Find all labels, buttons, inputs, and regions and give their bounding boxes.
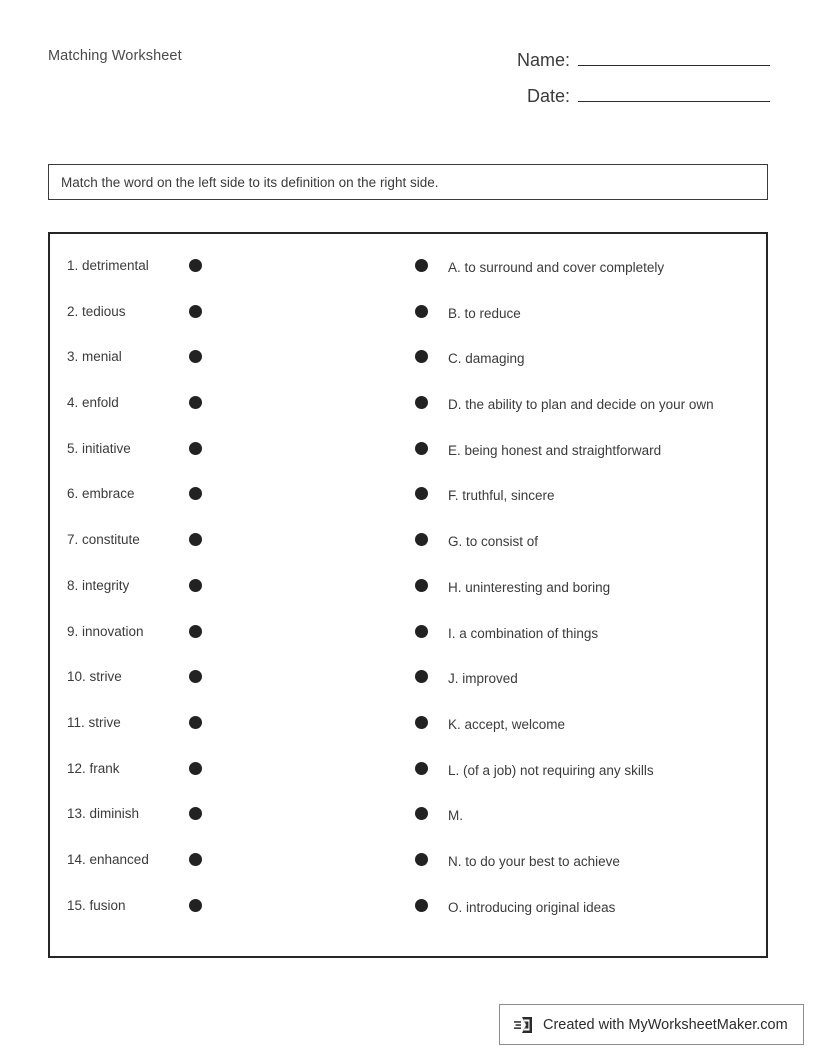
- definition-row: [400, 440, 766, 486]
- word-label: 11. strive: [67, 714, 121, 730]
- definition-row: [400, 531, 766, 577]
- word-match-dot[interactable]: [189, 670, 202, 683]
- worksheet-maker-logo-icon: [513, 1014, 535, 1036]
- footer-badge[interactable]: [499, 1004, 804, 1045]
- matching-panel: [48, 232, 768, 958]
- word-match-dot[interactable]: [189, 396, 202, 409]
- student-info-block: [440, 48, 770, 120]
- word-match-dot[interactable]: [189, 487, 202, 500]
- word-match-dot[interactable]: [189, 305, 202, 318]
- definition-row: [400, 394, 766, 440]
- word-match-dot[interactable]: [189, 625, 202, 638]
- word-row: [50, 714, 400, 760]
- definition-match-dot[interactable]: [415, 305, 428, 318]
- word-label: 8. integrity: [67, 577, 130, 593]
- instructions-text: Match the word on the left side to its definition on the right side.: [61, 174, 439, 190]
- word-match-dot[interactable]: [189, 899, 202, 912]
- definition-label: E. being honest and straightforward: [448, 442, 662, 458]
- definition-label: D. the ability to plan and decide on your own: [448, 397, 714, 413]
- word-row: [50, 805, 400, 851]
- definition-label: L. (of a job) not requiring any skills: [448, 762, 654, 778]
- word-row: [50, 440, 400, 486]
- definition-row: [400, 577, 766, 623]
- word-match-dot[interactable]: [189, 350, 202, 363]
- definition-match-dot[interactable]: [415, 259, 428, 272]
- definition-label: K. accept, welcome: [448, 716, 566, 732]
- word-match-dot[interactable]: [189, 762, 202, 775]
- word-label: 4. enfold: [67, 395, 119, 411]
- word-row: [50, 760, 400, 806]
- matching-columns: [50, 234, 766, 942]
- word-match-dot[interactable]: [189, 807, 202, 820]
- word-label: 14. enhanced: [67, 851, 149, 867]
- word-row: [50, 257, 400, 303]
- definition-label: M.: [448, 808, 463, 824]
- word-row: [50, 485, 400, 531]
- definition-label: B. to reduce: [448, 305, 521, 321]
- definition-row: [400, 760, 766, 806]
- name-write-in-line[interactable]: [578, 48, 770, 66]
- definition-match-dot[interactable]: [415, 533, 428, 546]
- definition-match-dot[interactable]: [415, 487, 428, 500]
- word-label: 7. constitute: [67, 532, 140, 548]
- definition-label: H. uninteresting and boring: [448, 579, 611, 595]
- word-label: 12. frank: [67, 760, 120, 776]
- word-label: 5. initiative: [67, 440, 131, 456]
- word-label: 6. embrace: [67, 486, 135, 502]
- definition-label: O. introducing original ideas: [448, 899, 616, 915]
- word-row: [50, 348, 400, 394]
- definition-match-dot[interactable]: [415, 716, 428, 729]
- definition-row: [400, 623, 766, 669]
- word-match-dot[interactable]: [189, 579, 202, 592]
- word-match-dot[interactable]: [189, 853, 202, 866]
- word-label: 1. detrimental: [67, 258, 149, 273]
- definition-row: [400, 897, 766, 943]
- footer-text: Created with MyWorksheetMaker.com: [543, 1016, 788, 1033]
- definition-match-dot[interactable]: [415, 899, 428, 912]
- definition-label: F. truthful, sincere: [448, 488, 555, 504]
- definition-match-dot[interactable]: [415, 396, 428, 409]
- word-match-dot[interactable]: [189, 259, 202, 272]
- page-title: Matching Worksheet: [48, 48, 182, 64]
- name-field-label: Name:: [516, 50, 570, 70]
- date-field-row: [440, 84, 770, 107]
- date-write-in-line[interactable]: [578, 84, 770, 102]
- definition-match-dot[interactable]: [415, 579, 428, 592]
- word-row: [50, 303, 400, 349]
- definition-row: [400, 348, 766, 394]
- definition-match-dot[interactable]: [415, 350, 428, 363]
- word-label: 15. fusion: [67, 897, 126, 913]
- word-row: [50, 531, 400, 577]
- word-row: [50, 394, 400, 440]
- definition-label: C. damaging: [448, 351, 525, 367]
- definition-label: A. to surround and cover completely: [448, 260, 665, 275]
- definition-match-dot[interactable]: [415, 807, 428, 820]
- word-label: 3. menial: [67, 349, 122, 365]
- word-row: [50, 897, 400, 943]
- word-match-dot[interactable]: [189, 716, 202, 729]
- definitions-column: [400, 257, 766, 942]
- definition-row: [400, 805, 766, 851]
- word-match-dot[interactable]: [189, 533, 202, 546]
- word-row: [50, 668, 400, 714]
- date-field-label: Date:: [526, 86, 570, 106]
- definition-row: [400, 851, 766, 897]
- definition-row: [400, 668, 766, 714]
- word-label: 10. strive: [67, 669, 122, 685]
- definition-match-dot[interactable]: [415, 853, 428, 866]
- definition-label: I. a combination of things: [448, 625, 599, 641]
- name-field-row: [440, 48, 770, 71]
- word-label: 13. diminish: [67, 806, 140, 822]
- word-label: 9. innovation: [67, 623, 144, 639]
- definition-row: [400, 714, 766, 760]
- word-match-dot[interactable]: [189, 442, 202, 455]
- word-row: [50, 623, 400, 669]
- definition-row: [400, 257, 766, 303]
- word-row: [50, 851, 400, 897]
- words-column: [50, 257, 400, 942]
- definition-match-dot[interactable]: [415, 442, 428, 455]
- definition-match-dot[interactable]: [415, 625, 428, 638]
- definition-label: J. improved: [448, 671, 518, 687]
- definition-label: N. to do your best to achieve: [448, 853, 620, 869]
- definition-match-dot[interactable]: [415, 762, 428, 775]
- definition-label: G. to consist of: [448, 534, 539, 550]
- definition-row: [400, 303, 766, 349]
- word-label: 2. tedious: [67, 303, 126, 319]
- definition-row: [400, 485, 766, 531]
- word-row: [50, 577, 400, 623]
- instructions-box: [48, 164, 768, 200]
- definition-match-dot[interactable]: [415, 670, 428, 683]
